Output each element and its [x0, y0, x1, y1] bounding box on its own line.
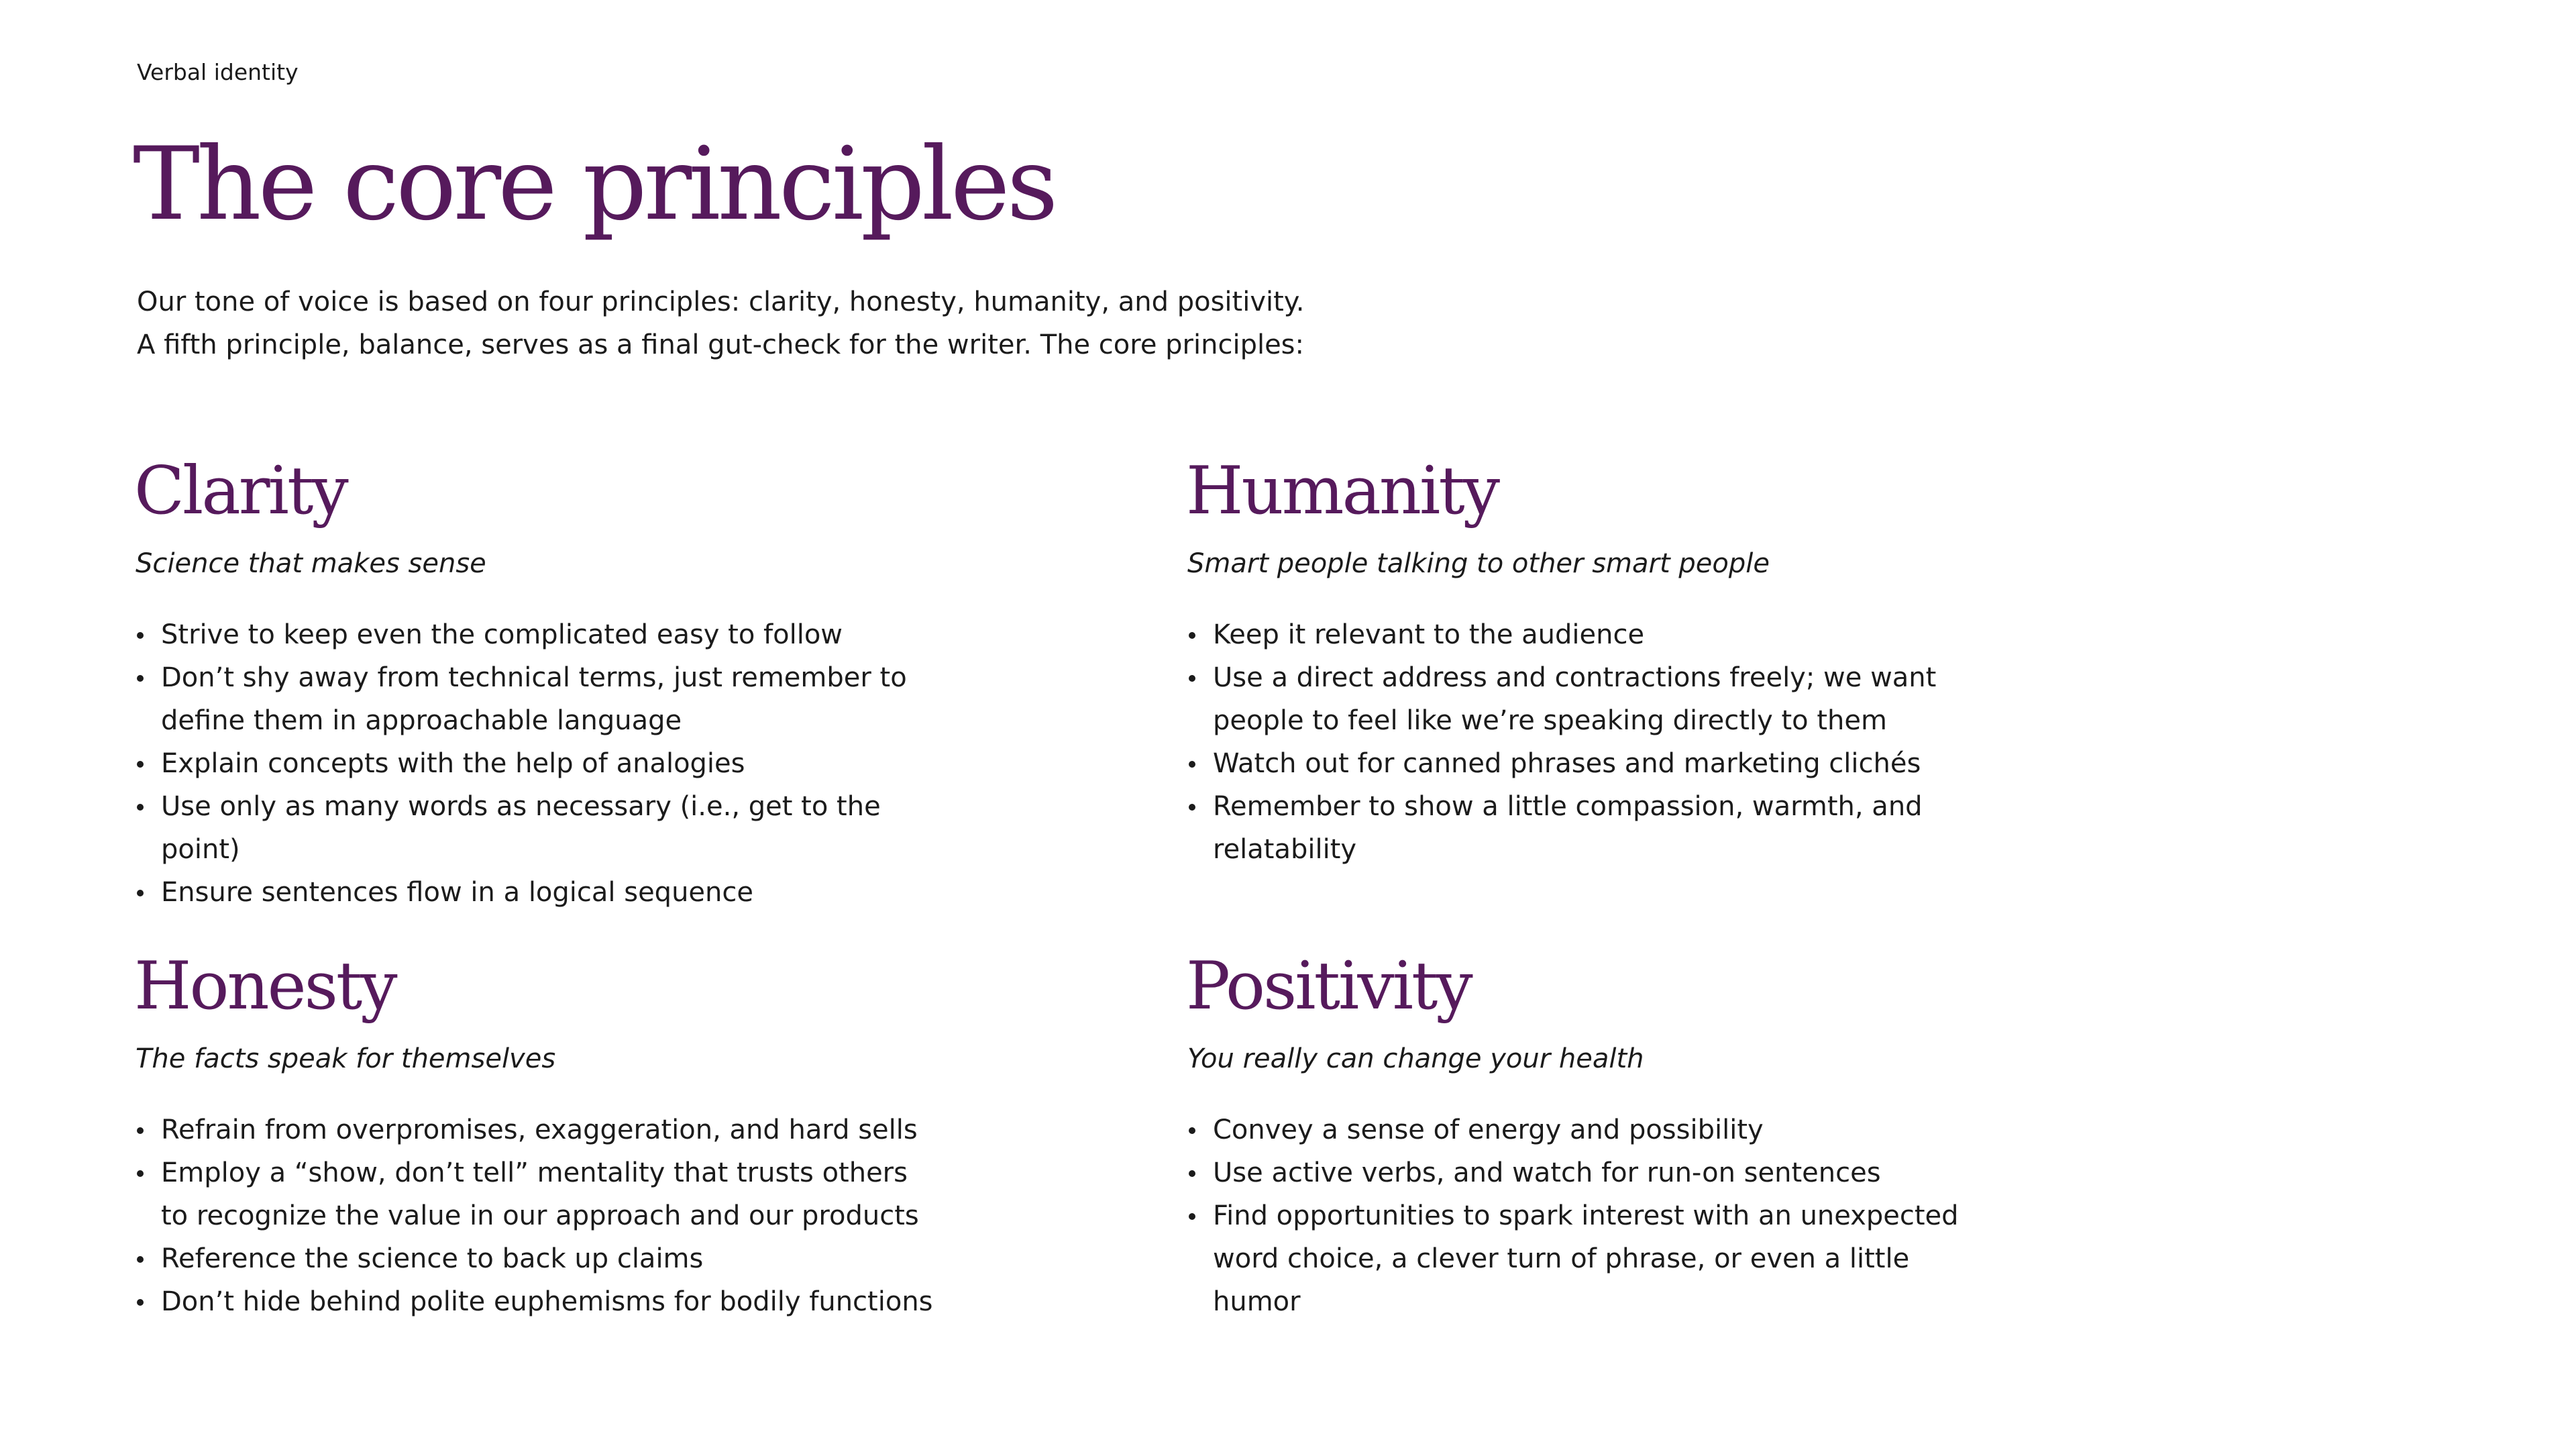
bullet-item: Use a direct address and contractions freely; we want people to feel like we’re speaking directly to them: [1186, 656, 1971, 742]
intro-line-2: A fifth principle, balance, serves as a final gut-check for the writer. The core principles:: [137, 329, 1304, 360]
bullet-item: Convey a sense of energy and possibility: [1186, 1108, 2004, 1151]
bullet-item: Remember to show a little compassion, warmth, and relatability: [1186, 785, 1971, 871]
principle-positivity: [1186, 939, 2058, 1323]
intro-paragraph: [137, 280, 1305, 366]
principle-title: Clarity: [134, 453, 347, 529]
bullet-item: Use active verbs, and watch for run-on sentences: [1186, 1151, 2004, 1194]
bullet-item: Watch out for canned phrases and marketing clichés: [1186, 742, 2004, 785]
bullet-item: Don’t hide behind polite euphemisms for bodily functions: [134, 1280, 953, 1323]
intro-line-1: Our tone of voice is based on four principles: clarity, honesty, humanity, and positivity.: [137, 287, 1305, 317]
principle-clarity: [134, 444, 1006, 914]
page-title: The core principles: [133, 126, 1055, 243]
bullet-item: Strive to keep even the complicated easy to follow: [134, 613, 953, 656]
bullet-item: Explain concepts with the help of analogies: [134, 742, 953, 785]
principle-humanity: [1186, 444, 2058, 871]
principle-bullet-list: [1186, 1108, 2058, 1323]
principle-bullet-list: [134, 613, 1006, 914]
principle-subtitle: The facts speak for themselves: [136, 1043, 556, 1074]
principle-bullet-list: [1186, 613, 2058, 871]
principle-honesty: [134, 939, 1006, 1323]
principle-subtitle: Science that makes sense: [136, 548, 486, 579]
principle-bullet-list: [134, 1108, 1006, 1323]
principle-subtitle: Smart people talking to other smart people: [1187, 548, 1770, 579]
principle-subtitle: You really can change your health: [1187, 1043, 1644, 1074]
principle-title: Honesty: [134, 948, 396, 1025]
bullet-item: Ensure sentences flow in a logical sequence: [134, 871, 953, 914]
bullet-item: Employ a “show, don’t tell” mentality that trusts others to recognize the value in our approach and our products: [134, 1151, 919, 1237]
bullet-item: Reference the science to back up claims: [134, 1237, 953, 1280]
bullet-item: Find opportunities to spark interest with an unexpected word choice, a clever turn of phrase, or even a little humor: [1186, 1194, 2004, 1323]
principle-title: Positivity: [1186, 948, 1471, 1025]
section-eyebrow: Verbal identity: [137, 59, 299, 85]
bullet-item: Keep it relevant to the audience: [1186, 613, 2004, 656]
bullet-item: Use only as many words as necessary (i.e., get to the point): [134, 785, 953, 871]
bullet-item: Don’t shy away from technical terms, just remember to define them in approachable language: [134, 656, 919, 742]
bullet-item: Refrain from overpromises, exaggeration, and hard sells: [134, 1108, 953, 1151]
principle-title: Humanity: [1186, 453, 1499, 529]
